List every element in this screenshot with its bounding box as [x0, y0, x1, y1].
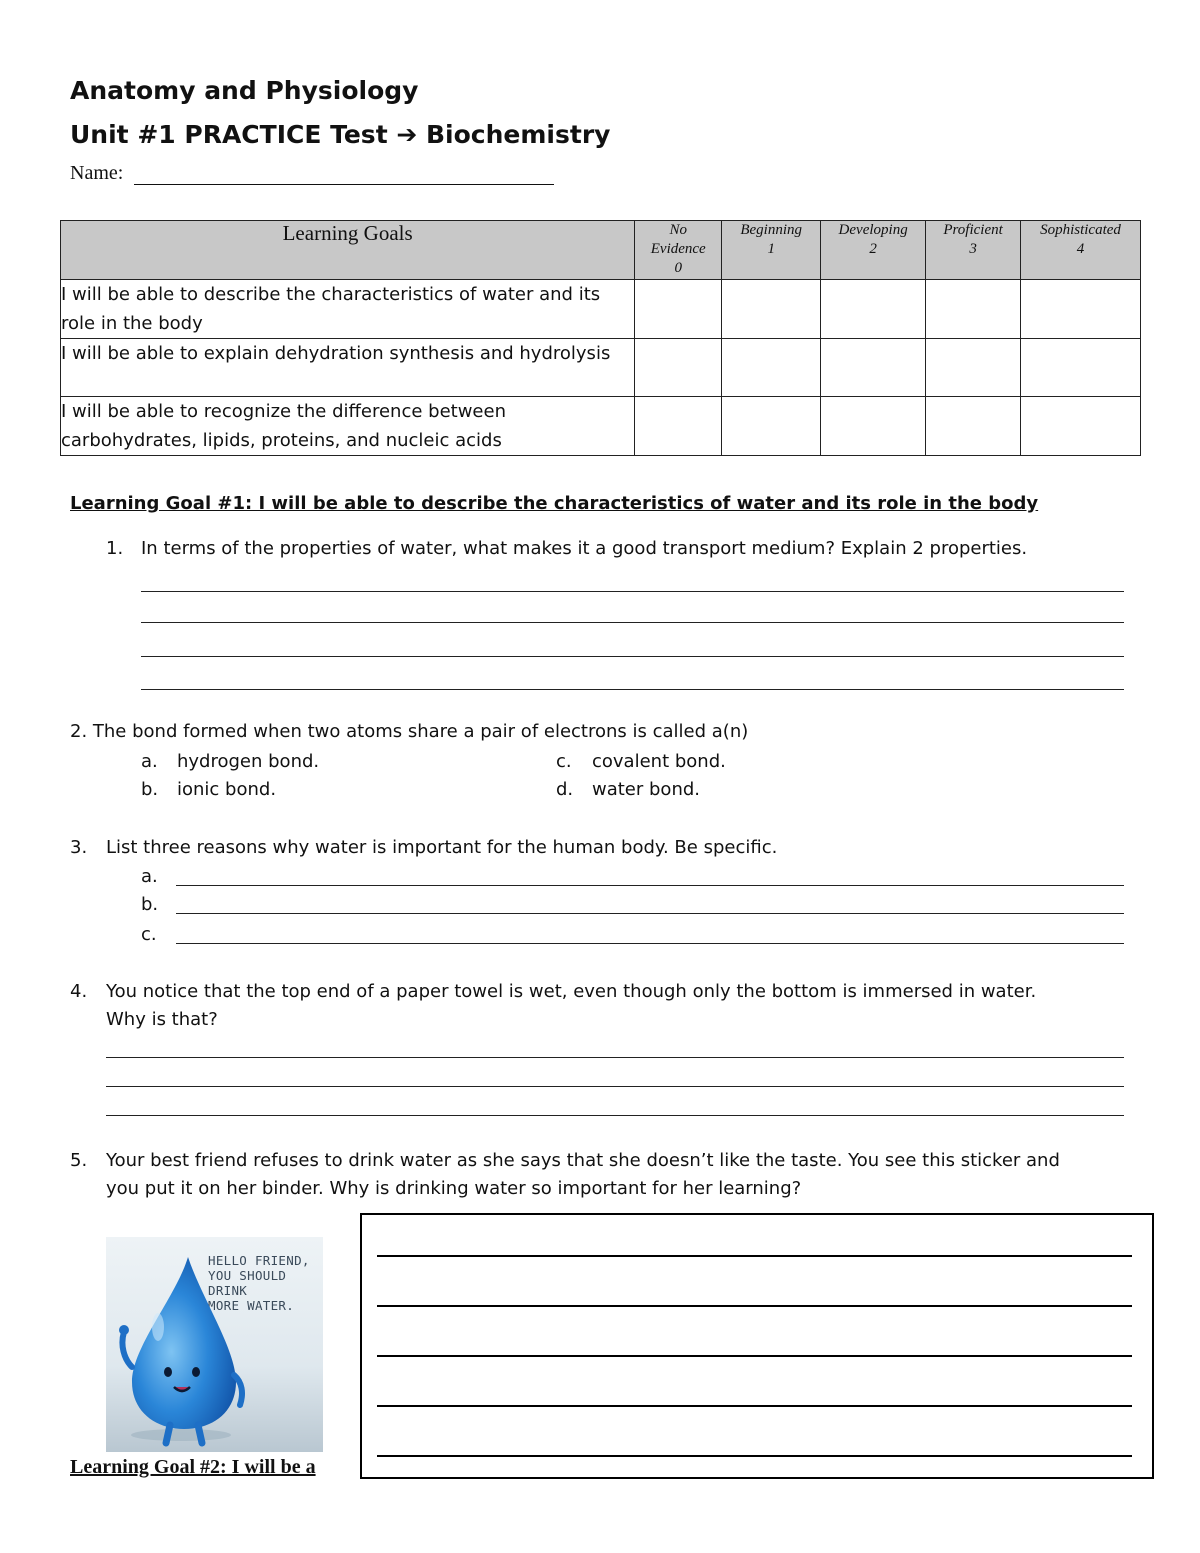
level-score: 4	[1076, 241, 1085, 257]
table-header-row	[61, 221, 1141, 280]
rating-cell[interactable]	[722, 280, 821, 339]
answer-line[interactable]	[377, 1405, 1132, 1407]
rating-cell[interactable]	[1021, 280, 1141, 339]
level-label: Sophisticated	[1040, 222, 1121, 238]
option-d[interactable]: water bond.	[592, 779, 700, 800]
answer-letter-a: a.	[141, 866, 158, 887]
question-1-number: 1.	[106, 538, 124, 559]
test-subtitle	[70, 120, 610, 149]
level-no-evidence	[635, 221, 722, 280]
question-4-text-line2: Why is that?	[106, 1009, 218, 1030]
goal-cell: I will be able to explain dehydration synthesis and hydrolysis	[61, 339, 635, 397]
name-label: Name:	[70, 162, 124, 184]
question-4-number: 4.	[70, 981, 88, 1002]
answer-line[interactable]	[377, 1355, 1132, 1357]
option-a[interactable]: hydrogen bond.	[177, 751, 320, 772]
rating-cell[interactable]	[821, 339, 926, 397]
page-title: Anatomy and Physiology	[70, 76, 419, 105]
level-label: Proficient	[943, 222, 1003, 238]
option-d-letter: d.	[556, 779, 574, 800]
learning-goals-header: Learning Goals	[61, 221, 635, 280]
level-label: Beginning	[740, 222, 803, 238]
learning-goal-1-heading: Learning Goal #1: I will be able to describe the characteristics of water and its role in the body	[70, 493, 1039, 514]
option-a-letter: a.	[141, 751, 158, 772]
rating-cell[interactable]	[926, 397, 1021, 456]
option-c-letter: c.	[556, 751, 572, 772]
rating-cell[interactable]	[926, 280, 1021, 339]
table-row	[61, 280, 1141, 339]
rating-cell[interactable]	[635, 339, 722, 397]
name-field[interactable]	[134, 164, 554, 185]
rating-cell[interactable]	[1021, 397, 1141, 456]
answer-line[interactable]	[106, 1115, 1124, 1116]
level-score: 2	[869, 241, 877, 257]
answer-line[interactable]	[377, 1255, 1132, 1257]
question-5-number: 5.	[70, 1150, 88, 1171]
answer-line[interactable]	[106, 1057, 1124, 1058]
level-score: 0	[674, 260, 682, 276]
level-label: Developing	[838, 222, 908, 238]
level-score: 1	[767, 241, 775, 257]
answer-letter-c: c.	[141, 924, 157, 945]
level-label: No Evidence	[650, 222, 706, 257]
goal-cell: I will be able to recognize the difference between carbohydrates, lipids, proteins, and nucleic acids	[61, 397, 635, 456]
arrow-icon: ➔	[396, 120, 418, 149]
sticker-line: YOU SHOULD DRINK	[208, 1268, 287, 1298]
rating-cell[interactable]	[821, 397, 926, 456]
rating-cell[interactable]	[722, 397, 821, 456]
rating-cell[interactable]	[1021, 339, 1141, 397]
water-drop-sticker-image	[106, 1237, 323, 1452]
question-1-text: In terms of the properties of water, what makes it a good transport medium? Explain 2 properties.	[141, 538, 1028, 559]
answer-line[interactable]	[176, 913, 1124, 914]
table-row	[61, 339, 1141, 397]
level-developing	[821, 221, 926, 280]
level-proficient	[926, 221, 1021, 280]
rating-cell[interactable]	[635, 280, 722, 339]
option-b-letter: b.	[141, 779, 159, 800]
level-beginning	[722, 221, 821, 280]
learning-goals-table	[60, 220, 1141, 456]
rating-cell[interactable]	[821, 280, 926, 339]
question-3-text: List three reasons why water is important for the human body. Be specific.	[106, 837, 778, 858]
answer-line[interactable]	[141, 656, 1124, 657]
question-3-number: 3.	[70, 837, 88, 858]
rating-cell[interactable]	[926, 339, 1021, 397]
learning-goal-2-heading: Learning Goal #2: I will be a	[70, 1456, 316, 1478]
question-2-text: 2. The bond formed when two atoms share a pair of electrons is called a(n)	[70, 721, 749, 742]
answer-line[interactable]	[176, 885, 1124, 886]
answer-line[interactable]	[106, 1086, 1124, 1087]
option-c[interactable]: covalent bond.	[592, 751, 726, 772]
goal-cell: I will be able to describe the characteristics of water and its role in the body	[61, 280, 635, 339]
water-drop-icon	[106, 1237, 323, 1452]
question-5-text-line2: you put it on her binder. Why is drinking water so important for her learning?	[106, 1178, 802, 1199]
answer-line[interactable]	[176, 943, 1124, 944]
name-row	[70, 162, 554, 185]
answer-letter-b: b.	[141, 894, 159, 915]
subtitle-prefix: Unit #1 PRACTICE Test	[70, 120, 397, 149]
rating-cell[interactable]	[635, 397, 722, 456]
question-5-answer-box[interactable]	[360, 1213, 1154, 1479]
subtitle-suffix: Biochemistry	[417, 120, 611, 149]
table-row	[61, 397, 1141, 456]
answer-line[interactable]	[377, 1305, 1132, 1307]
rating-cell[interactable]	[722, 339, 821, 397]
question-5-text-line1: Your best friend refuses to drink water as she says that she doesn’t like the taste. You see this sticker and	[106, 1150, 1060, 1171]
answer-line[interactable]	[141, 622, 1124, 623]
option-b[interactable]: ionic bond.	[177, 779, 277, 800]
sticker-line: HELLO FRIEND,	[208, 1253, 310, 1268]
answer-line[interactable]	[377, 1455, 1132, 1457]
answer-line[interactable]	[141, 689, 1124, 690]
question-4-text-line1: You notice that the top end of a paper towel is wet, even though only the bottom is immersed in water.	[106, 981, 1037, 1002]
answer-line[interactable]	[141, 591, 1124, 592]
level-score: 3	[969, 241, 977, 257]
level-sophisticated	[1021, 221, 1141, 280]
sticker-line: MORE WATER.	[208, 1298, 295, 1313]
